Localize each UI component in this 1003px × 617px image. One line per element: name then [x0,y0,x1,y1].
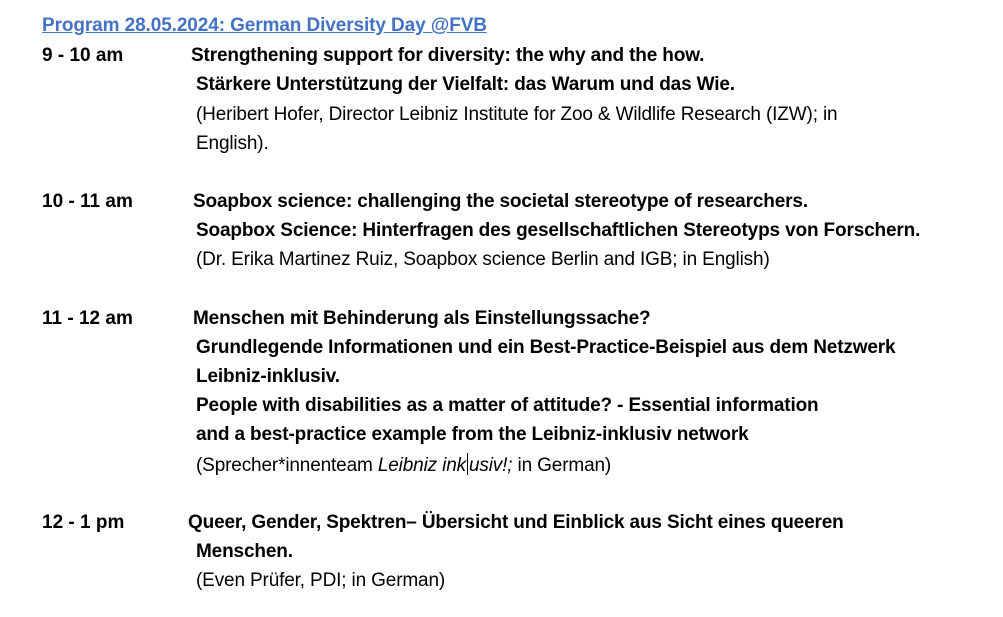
session-time: 9 - 10 am [42,45,124,66]
session-title-de: Queer, Gender, Spektren– Übersicht und Einblick aus Sicht eines queeren [188,512,844,533]
speaker-network-name: Leibniz ink usiv!; [377,455,513,476]
session-speaker: (Even Prüfer, PDI; in German) [196,570,446,591]
session-subtitle-de-cont: Leibniz-inklusiv. [196,366,340,387]
speaker-prefix: (Sprecher*innenteam [196,455,378,476]
session-title-en: Soapbox science: challenging the societal stereotype of researchers. [193,191,808,212]
session-title-de-cont: Menschen. [196,541,293,562]
session-title-en: Strengthening support for diversity: the why and the how. [191,45,705,66]
session-speaker-cont: English). [196,133,269,154]
session-title-de: Menschen mit Behinderung als Einstellungssache? [193,308,651,329]
session-time: 10 - 11 am [42,191,133,212]
session-title-en: People with disabilities as a matter of attitude? - Essential information [196,395,819,416]
session-subtitle-de: Grundlegende Informationen und ein Best-Practice-Beispiel aus dem Netzwerk [196,337,896,358]
session-speaker: (Dr. Erika Martinez Ruiz, Soapbox science Berlin and IGB; in English) [196,249,770,270]
session-speaker [196,453,611,477]
session-time: 12 - 1 pm [42,512,125,533]
session-title-en-cont: and a best-practice example from the Leibniz-inklusiv network [196,424,749,445]
session-speaker: (Heribert Hofer, Director Leibniz Institute for Zoo & Wildlife Research (IZW); in [196,104,838,125]
text-cursor [467,453,468,475]
session-title-de: Soapbox Science: Hinterfragen des gesellschaftlichen Stereotyps von Forschern. [196,220,921,241]
session-title-de: Stärkere Unterstützung der Vielfalt: das Warum und das Wie. [196,74,735,95]
speaker-suffix: in German) [512,455,612,476]
session-time: 11 - 12 am [42,308,133,329]
program-title: Program 28.05.2024: German Diversity Day @FVB [42,15,487,36]
